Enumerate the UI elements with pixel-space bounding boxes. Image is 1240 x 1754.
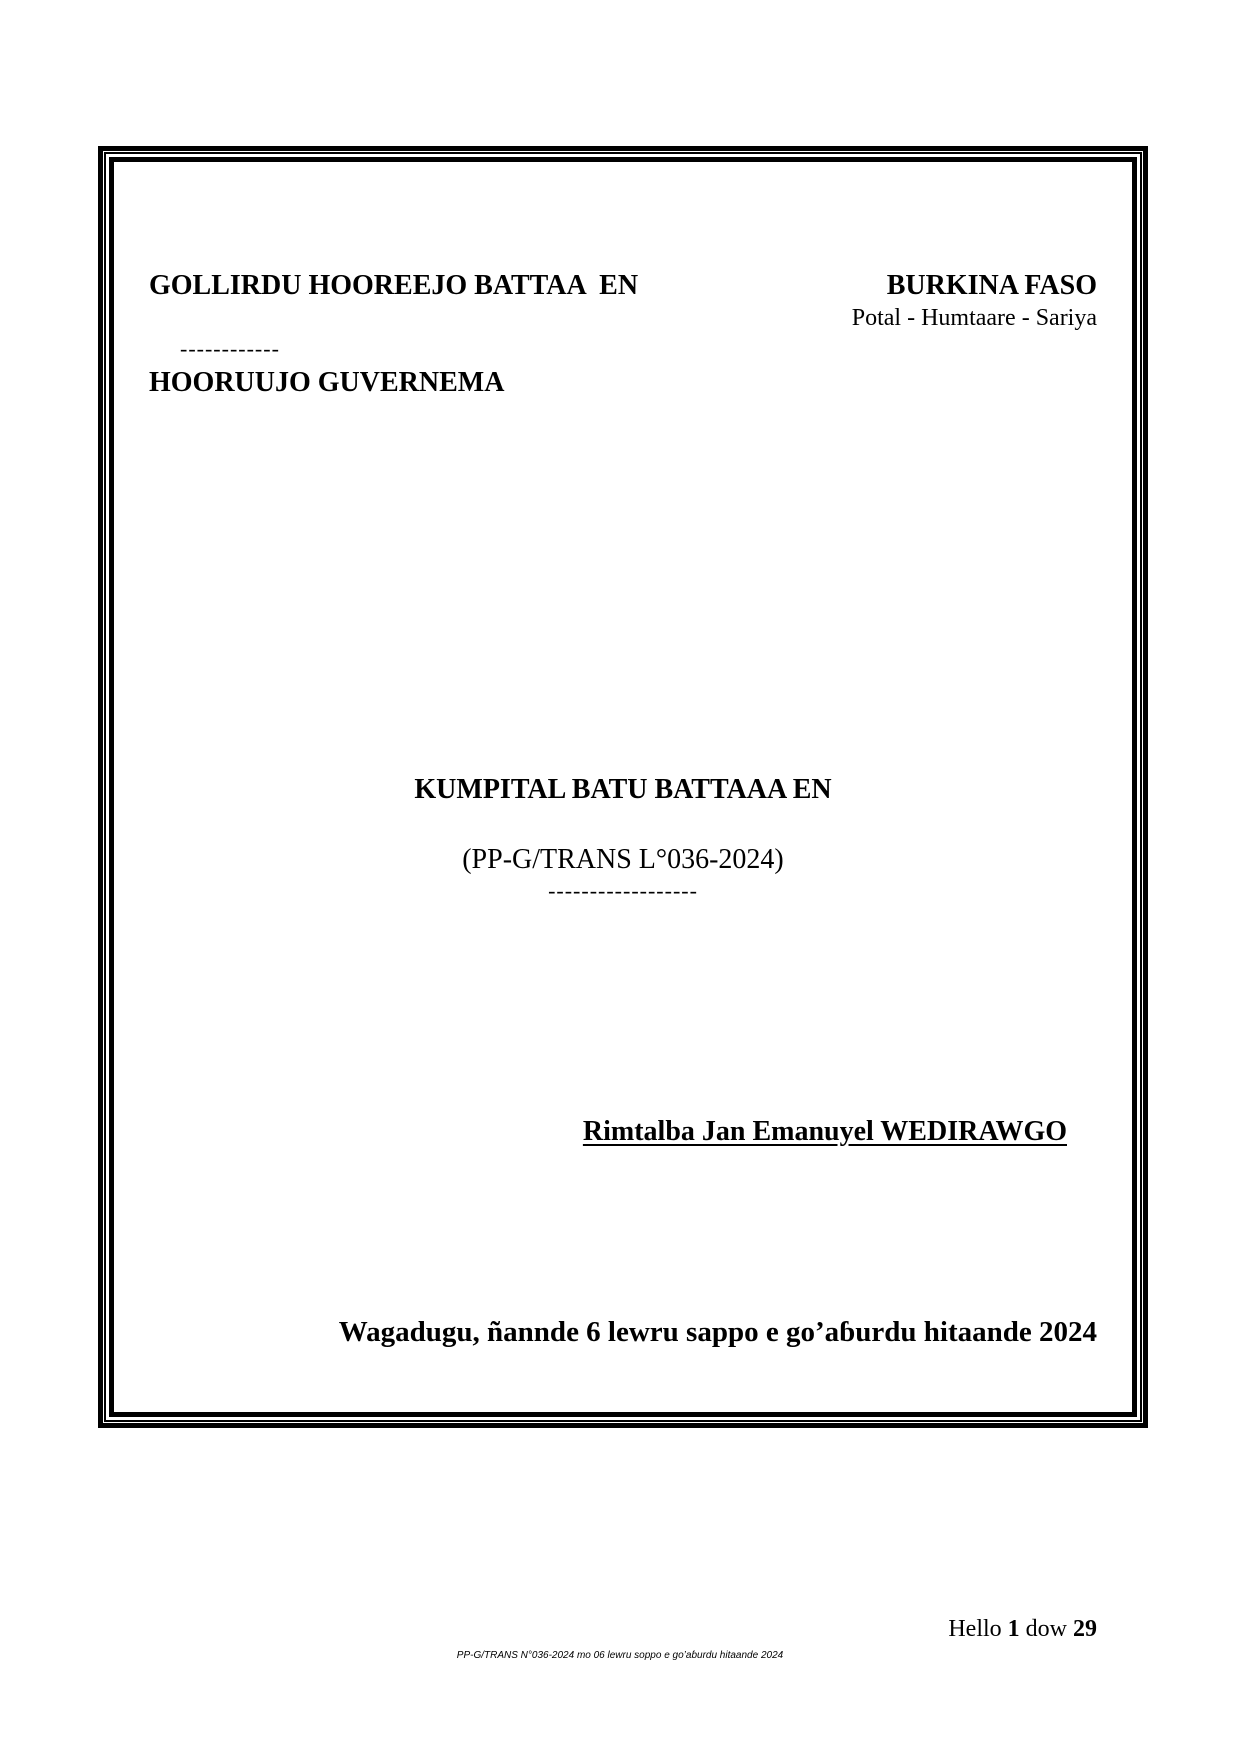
- footer-reference: PP-G/TRANS N°036-2024 mo 06 lewru soppo e go’aɓurdu hitaande 2024: [456, 1650, 784, 1661]
- organization-subtitle: HOORUUJO GUVERNEMA: [149, 367, 505, 398]
- document-title: KUMPITAL BATU BATTAAA EN: [414, 774, 832, 805]
- page-total: 29: [1073, 1616, 1097, 1642]
- page-middle: dow: [1025, 1616, 1067, 1642]
- place-and-date: Wagadugu, ñannde 6 lewru sappo e go’aɓurdu hitaande 2024: [338, 1316, 1097, 1348]
- document-reference: (PP-G/TRANS L°036-2024): [462, 844, 784, 875]
- country-name: BURKINA FASO: [886, 270, 1097, 301]
- organization-title: GOLLIRDU HOOREEJO BATTAA EN: [149, 270, 639, 301]
- national-motto: Potal - Humtaare - Sariya: [851, 305, 1097, 331]
- page-number: [948, 1617, 1097, 1641]
- document-separator: ------------------: [548, 878, 698, 903]
- signatory-name: Rimtalba Jan Emanuyel WEDIRAWGO: [582, 1116, 1067, 1147]
- page-prefix: Hello: [948, 1616, 1002, 1642]
- page-current: 1: [1007, 1616, 1020, 1642]
- organization-separator: ------------: [180, 336, 280, 361]
